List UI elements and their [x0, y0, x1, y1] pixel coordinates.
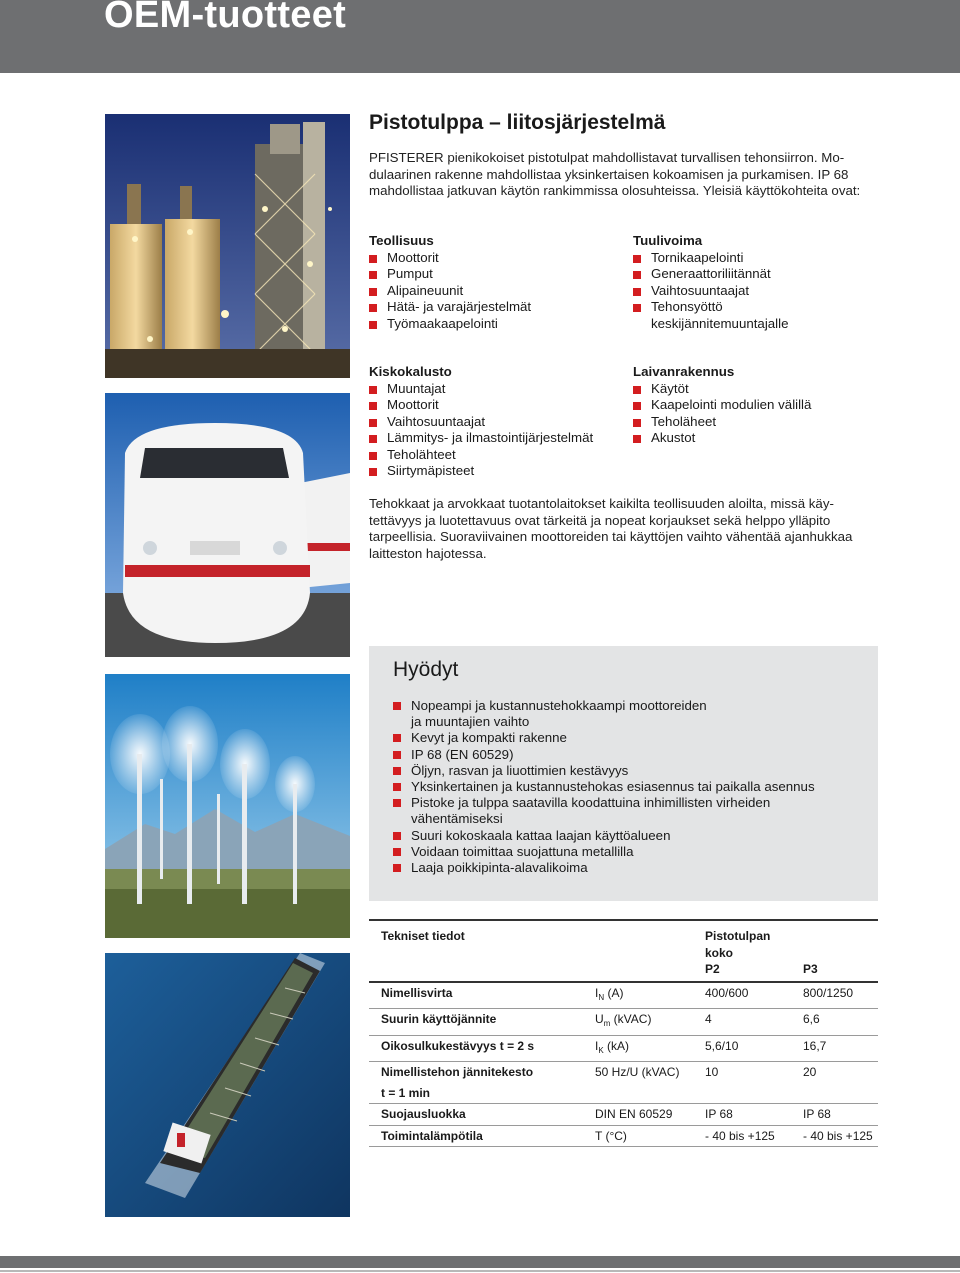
- section-title: Pistotulppa – liitosjärjestelmä: [369, 111, 666, 134]
- spec-header-unit: [595, 920, 693, 982]
- table-row-cont: [369, 1083, 878, 1104]
- spec-header-p2: [693, 920, 791, 982]
- closing-line: Tehokkaat ja arvokkaat tuotantolaitokset kaikilta teollisuuden aloilta, missä käy-: [369, 496, 834, 511]
- page-title: OEM-tuotteet: [104, 0, 347, 36]
- benefit-item: IP 68 (EN 60529): [393, 747, 863, 763]
- col-p3: P3: [803, 962, 818, 976]
- row-p3: 800/1250: [791, 982, 878, 1009]
- table-row: [369, 1035, 878, 1062]
- table-row: [369, 1062, 878, 1083]
- wind-turbines-photo: [105, 674, 350, 938]
- list-item: Moottorit: [369, 397, 629, 414]
- benefit-text-cont: ja muuntajien vaihto: [411, 714, 530, 730]
- list-item: Lämmitys- ja ilmastointijärjestelmät: [369, 430, 629, 447]
- row-unit: T (°C): [595, 1125, 693, 1147]
- benefit-item: Laaja poikkipinta-alavalikoima: [393, 860, 863, 876]
- row-unit: 50 Hz/U (kVAC): [595, 1062, 693, 1083]
- spec-header-label: Tekniset tiedot: [369, 920, 595, 982]
- benefits-title: Hyödyt: [393, 658, 459, 681]
- list-item: Pumput: [369, 266, 619, 283]
- footer-rule: [0, 1270, 960, 1272]
- benefit-item: Öljyn, rasvan ja liuottimien kestävyys: [393, 763, 863, 779]
- row-p3: IP 68: [791, 1104, 878, 1126]
- list-item: Akustot: [633, 430, 883, 447]
- category-title: Tuulivoima: [633, 233, 703, 248]
- row-p2: 4: [693, 1009, 791, 1036]
- row-p2: 5,6/10: [693, 1035, 791, 1062]
- intro-paragraph: [369, 150, 869, 200]
- list-item: Vaihtosuuntaajat: [633, 283, 883, 300]
- list-item: Tornikaapelointi: [633, 250, 883, 267]
- benefit-item: Suuri kokoskaala kattaa laajan käyttöalueen: [393, 828, 863, 844]
- list-item: Moottorit: [369, 250, 619, 267]
- list-item: Kaapelointi modulien välillä: [633, 397, 883, 414]
- list-item-text: Tehonsyöttö: [651, 299, 723, 314]
- intro-line: PFISTERER pienikokoiset pistotulpat mahdollistavat turvallisen tehonsiirron. Mo-: [369, 150, 845, 165]
- row-p3: - 40 bis +125: [791, 1125, 878, 1147]
- list-item: Käytöt: [633, 381, 883, 398]
- benefits-list: [393, 698, 863, 876]
- row-unit: $I_K$ (kA): [595, 1035, 693, 1062]
- row-label: Suojausluokka: [369, 1104, 595, 1126]
- spec-header-row: [369, 920, 878, 982]
- benefit-text-cont: vähentämiseksi: [411, 811, 503, 827]
- size-label: koko: [705, 945, 734, 960]
- benefit-text: Pistoke ja tulppa saatavilla koodattuina inhimillisten virheiden: [411, 795, 771, 811]
- col-p2: P2: [705, 962, 720, 976]
- row-p2: 400/600: [693, 982, 791, 1009]
- row-unit: $I_N$ (A): [595, 982, 693, 1009]
- benefit-item: [393, 698, 863, 730]
- row-p3: 6,6: [791, 1009, 878, 1036]
- list-item: Generaattoriliitännät: [633, 266, 883, 283]
- industrial-plant-photo: [105, 114, 350, 378]
- header-band: [0, 0, 960, 73]
- list-item: Alipaineuunit: [369, 283, 619, 300]
- spec-header-p3: [791, 920, 878, 982]
- row-p3: 20: [791, 1062, 878, 1083]
- list-item: Teholäheet: [633, 414, 883, 431]
- benefit-text: Nopeampi ja kustannustehokkaampi moottoreiden: [411, 698, 707, 713]
- row-label: Suurin käyttöjännite: [369, 1009, 595, 1036]
- category-title: Kiskokalusto: [369, 364, 452, 379]
- row-label: Toimintalämpötila: [369, 1125, 595, 1147]
- category-rail: [369, 364, 629, 480]
- list-item: [633, 299, 883, 332]
- category-wind: [633, 233, 883, 332]
- closing-line: laitteston hajotessa.: [369, 545, 487, 561]
- size-label: Pistotulpan: [705, 929, 771, 943]
- list-item: Siirtymäpisteet: [369, 463, 629, 480]
- intro-line: dulaarinen rakenne mahdollistaa yksinkertaisen kokoamisen ja purkamisen. IP 68: [369, 166, 849, 182]
- category-industry: [369, 233, 619, 332]
- row-label: Nimellisvirta: [369, 982, 595, 1009]
- closing-line: tettävyys ja luotettavuus ovat tärkeitä ja nopeat korjaukset sekä helppo ylläpito: [369, 512, 831, 528]
- list-item: Teholähteet: [369, 447, 629, 464]
- row-p2: - 40 bis +125: [693, 1125, 791, 1147]
- intro-line: mahdollistaa jatkuvan käytön rankimmissa olosuhteissa. Yleisiä käyttökohteita ovat:: [369, 183, 861, 198]
- high-speed-train-photo: [105, 393, 350, 657]
- row-p2: 10: [693, 1062, 791, 1083]
- tanker-ship-photo: [105, 953, 350, 1217]
- list-item: Hätä- ja varajärjestelmät: [369, 299, 619, 316]
- row-unit: DIN EN 60529: [595, 1104, 693, 1126]
- row-p2: IP 68: [693, 1104, 791, 1126]
- list-item-text-cont: keskijännitemuuntajalle: [651, 315, 789, 331]
- row-unit: $U_m$ (kVAC): [595, 1009, 693, 1036]
- footer-band: [0, 1256, 960, 1268]
- benefit-item: Yksinkertainen ja kustannustehokas esiasennus tai paikalla asennus: [393, 779, 863, 795]
- category-shipbuilding: [633, 364, 883, 447]
- benefits-box: [369, 646, 878, 901]
- benefit-item: [393, 795, 863, 827]
- row-p3: 16,7: [791, 1035, 878, 1062]
- benefit-item: Voidaan toimittaa suojattuna metallilla: [393, 844, 863, 860]
- table-row: [369, 1009, 878, 1036]
- table-row: [369, 1104, 878, 1126]
- closing-paragraph: [369, 496, 874, 562]
- list-item: Muuntajat: [369, 381, 629, 398]
- list-item: Vaihtosuuntaajat: [369, 414, 629, 431]
- spec-table: [369, 919, 878, 1147]
- row-label: Nimellistehon jännitekesto: [369, 1062, 595, 1083]
- category-title: Teollisuus: [369, 233, 434, 248]
- list-item: Työmaakaapelointi: [369, 316, 619, 333]
- table-row: [369, 982, 878, 1009]
- row-label: Oikosulkukestävyys t = 2 s: [369, 1035, 595, 1062]
- category-title: Laivanrakennus: [633, 364, 735, 379]
- closing-line: tarpeellisia. Suoraviivainen moottoreiden tai käyttöjen vaihto vähentää ajanhukkaa: [369, 529, 853, 544]
- table-row: [369, 1125, 878, 1147]
- row-label-cont: t = 1 min: [381, 1085, 431, 1100]
- benefit-item: Kevyt ja kompakti rakenne: [393, 730, 863, 746]
